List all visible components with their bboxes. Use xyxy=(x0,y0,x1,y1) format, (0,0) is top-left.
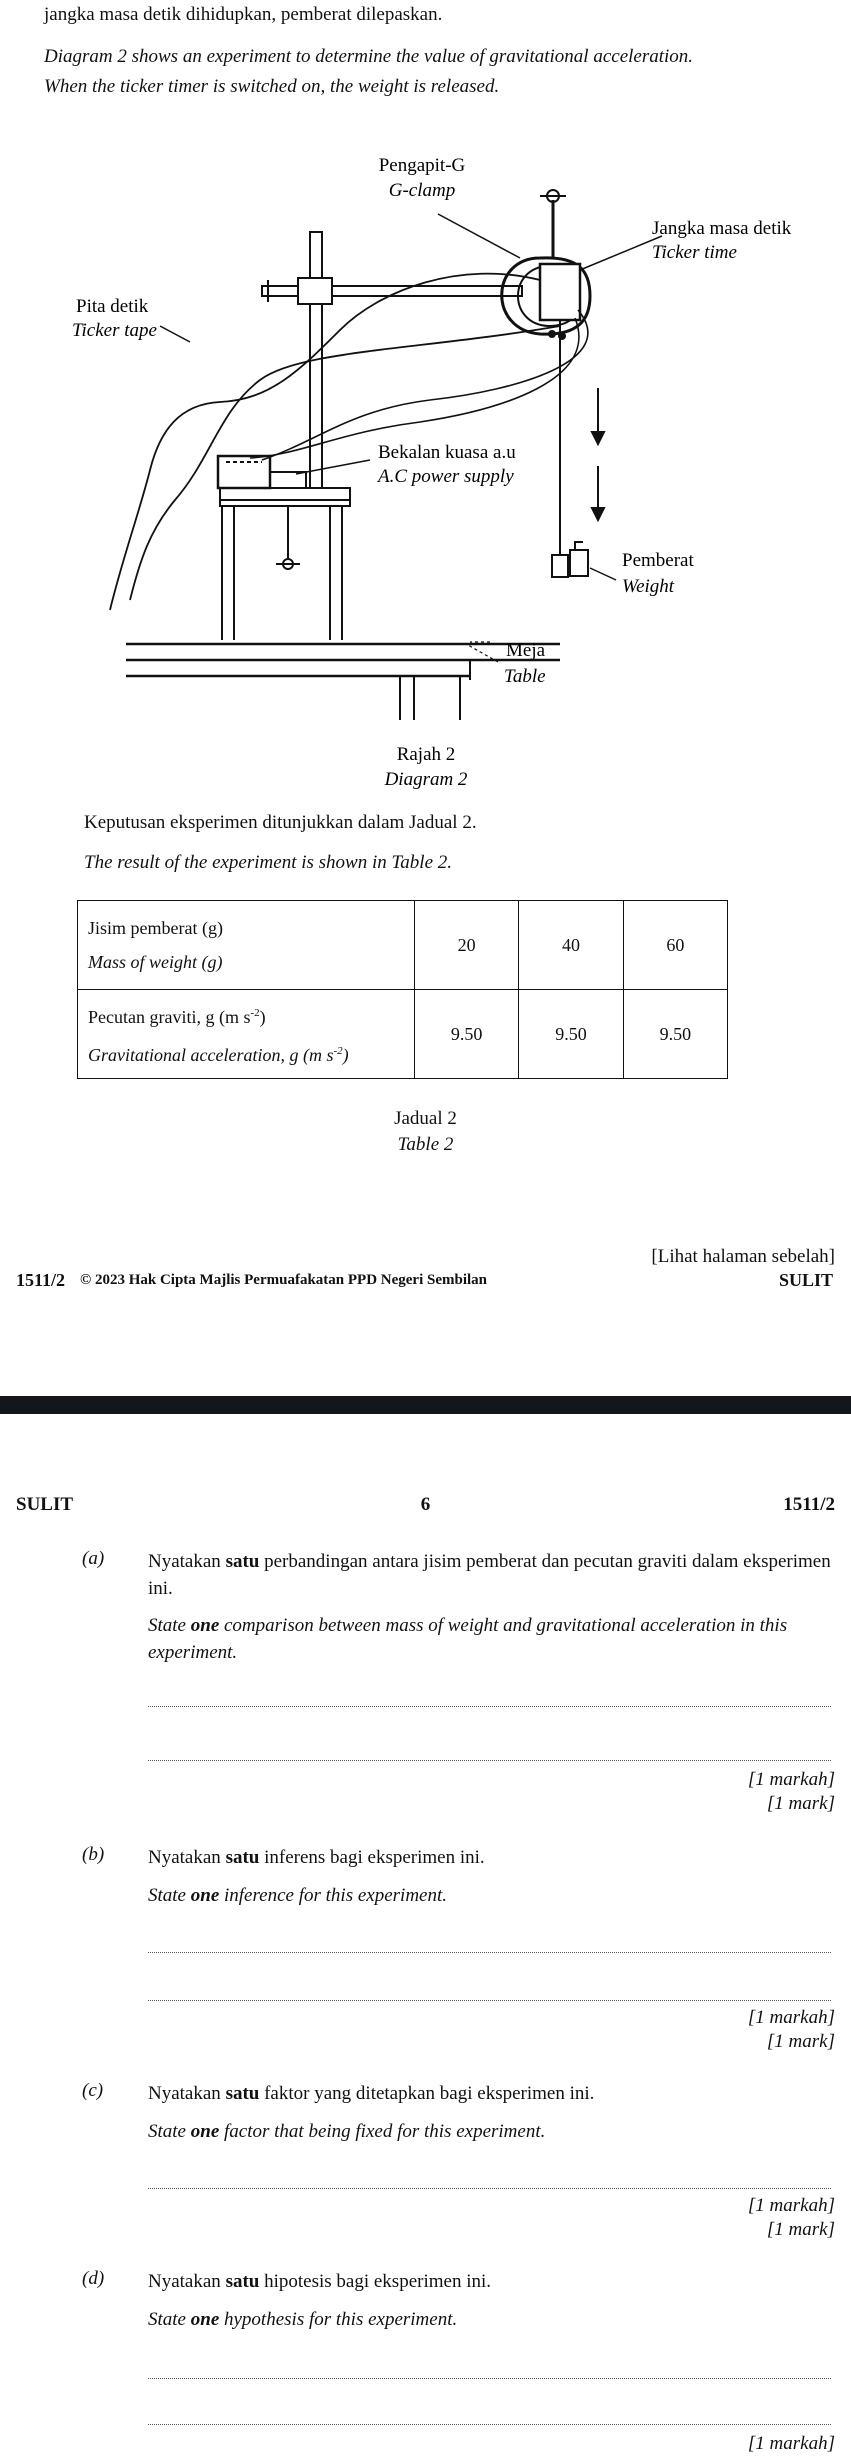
question-d-ms: Nyatakan satu hipotesis bagi eksperimen ini. xyxy=(148,2271,492,2292)
top-line-text: jangka masa detik dihidupkan, pemberat dilepaskan. xyxy=(44,4,443,25)
gclamp-label-ms: Pengapit-G xyxy=(378,155,466,176)
mass-label-en: Mass of weight (g) xyxy=(88,952,223,972)
acceleration-label-ms: Pecutan graviti, g (m $s^{-2}$) xyxy=(88,1007,266,1027)
ticker-timer-label-en: Ticker time xyxy=(652,242,737,263)
table-label-en: Table xyxy=(504,666,546,687)
question-d-letter: (d) xyxy=(82,2268,105,2289)
ticker-tape-label-en: Ticker tape xyxy=(72,320,157,341)
question-b-ms: Nyatakan satu inferens bagi eksperimen ini. xyxy=(148,1847,485,1868)
ticker-timer-label-ms: Jangka masa detik xyxy=(652,218,792,239)
mass-label-cell xyxy=(78,901,415,990)
page-number: 6 xyxy=(420,1494,431,1515)
result-text-en: The result of the experiment is shown in Table 2. xyxy=(84,852,453,873)
results-table xyxy=(77,900,728,1079)
intro-line-1: Diagram 2 shows an experiment to determine the value of gravitational acceleration. xyxy=(44,46,694,67)
mass-label-ms: Jisim pemberat (g) xyxy=(88,918,223,938)
table-row xyxy=(78,901,728,990)
mark-allocation: [1 markah] [1 mark] xyxy=(747,2195,835,2240)
question-a-letter: (a) xyxy=(82,1548,105,1569)
table-caption-en: Table 2 xyxy=(397,1134,454,1155)
page-6 xyxy=(0,1414,851,2462)
table-label-ms: Meja xyxy=(506,640,546,661)
experiment-diagram xyxy=(0,140,851,800)
diagram-caption-en: Diagram 2 xyxy=(384,769,468,790)
footer-next-page: [Lihat halaman sebelah] xyxy=(651,1246,835,1267)
mark-allocation: [1 markah] [1 mark] xyxy=(747,2007,835,2052)
table-cell: 9.50 xyxy=(623,990,727,1079)
table-cell: 9.50 xyxy=(519,990,623,1079)
acceleration-label-cell xyxy=(78,990,415,1079)
table-cell: 20 xyxy=(415,901,519,990)
question-a-ms: Nyatakan satu perbandingan antara jisim pemberat dan pecutan graviti dalam eksperimen ini. xyxy=(148,1551,831,1599)
table-row xyxy=(78,990,728,1079)
answer-line[interactable] xyxy=(148,2378,831,2379)
answer-line[interactable] xyxy=(148,2188,831,2189)
footer-copyright: © 2023 Hak Cipta Majlis Permuafakatan PPD Negeri Sembilan xyxy=(80,1272,488,1288)
table-caption-ms: Jadual 2 xyxy=(394,1108,457,1129)
question-a-en: State one comparison between mass of weight and gravitational acceleration in this experiment. xyxy=(148,1615,788,1663)
table-cell: 9.50 xyxy=(415,990,519,1079)
page-separator xyxy=(0,1396,851,1414)
power-supply-label-en: A.C power supply xyxy=(378,466,514,487)
footer-sulit: SULIT xyxy=(778,1270,833,1290)
question-c-en: State one factor that being fixed for this experiment. xyxy=(148,2121,546,2142)
answer-line[interactable] xyxy=(148,1760,831,1761)
table-cell: 40 xyxy=(519,901,623,990)
header-sulit: SULIT xyxy=(16,1494,74,1515)
answer-line[interactable] xyxy=(148,1706,831,1707)
ticker-tape-label-ms: Pita detik xyxy=(76,296,149,317)
question-d-en: State one hypothesis for this experiment. xyxy=(148,2309,458,2330)
answer-line[interactable] xyxy=(148,1952,831,1953)
answer-line[interactable] xyxy=(148,2424,831,2425)
power-supply-label-ms: Bekalan kuasa a.u xyxy=(378,442,516,463)
question-b-letter: (b) xyxy=(82,1844,105,1865)
gclamp-label-en: G-clamp xyxy=(388,180,456,201)
result-text-ms: Keputusan eksperimen ditunjukkan dalam Jadual 2. xyxy=(84,812,477,833)
weight-label-ms: Pemberat xyxy=(622,550,694,571)
table-cell: 60 xyxy=(623,901,727,990)
question-c-letter: (c) xyxy=(82,2080,104,2101)
intro-line-2: When the ticker timer is switched on, the weight is released. xyxy=(44,76,500,97)
weight-label-en: Weight xyxy=(622,576,675,597)
footer-code: 1511/2 xyxy=(16,1270,66,1290)
acceleration-label-en: Gravitational acceleration, g (m $s^{-2}$) xyxy=(88,1045,349,1065)
mark-allocation: [1 markah] xyxy=(747,2433,835,2454)
answer-line[interactable] xyxy=(148,2000,831,2001)
header-code: 1511/2 xyxy=(783,1494,835,1515)
diagram-caption-ms: Rajah 2 xyxy=(396,744,456,765)
question-b-en: State one inference for this experiment. xyxy=(148,1885,448,1906)
question-c-ms: Nyatakan satu faktor yang ditetapkan bagi eksperimen ini. xyxy=(148,2083,595,2104)
mark-allocation: [1 markah] [1 mark] xyxy=(747,1769,835,1814)
